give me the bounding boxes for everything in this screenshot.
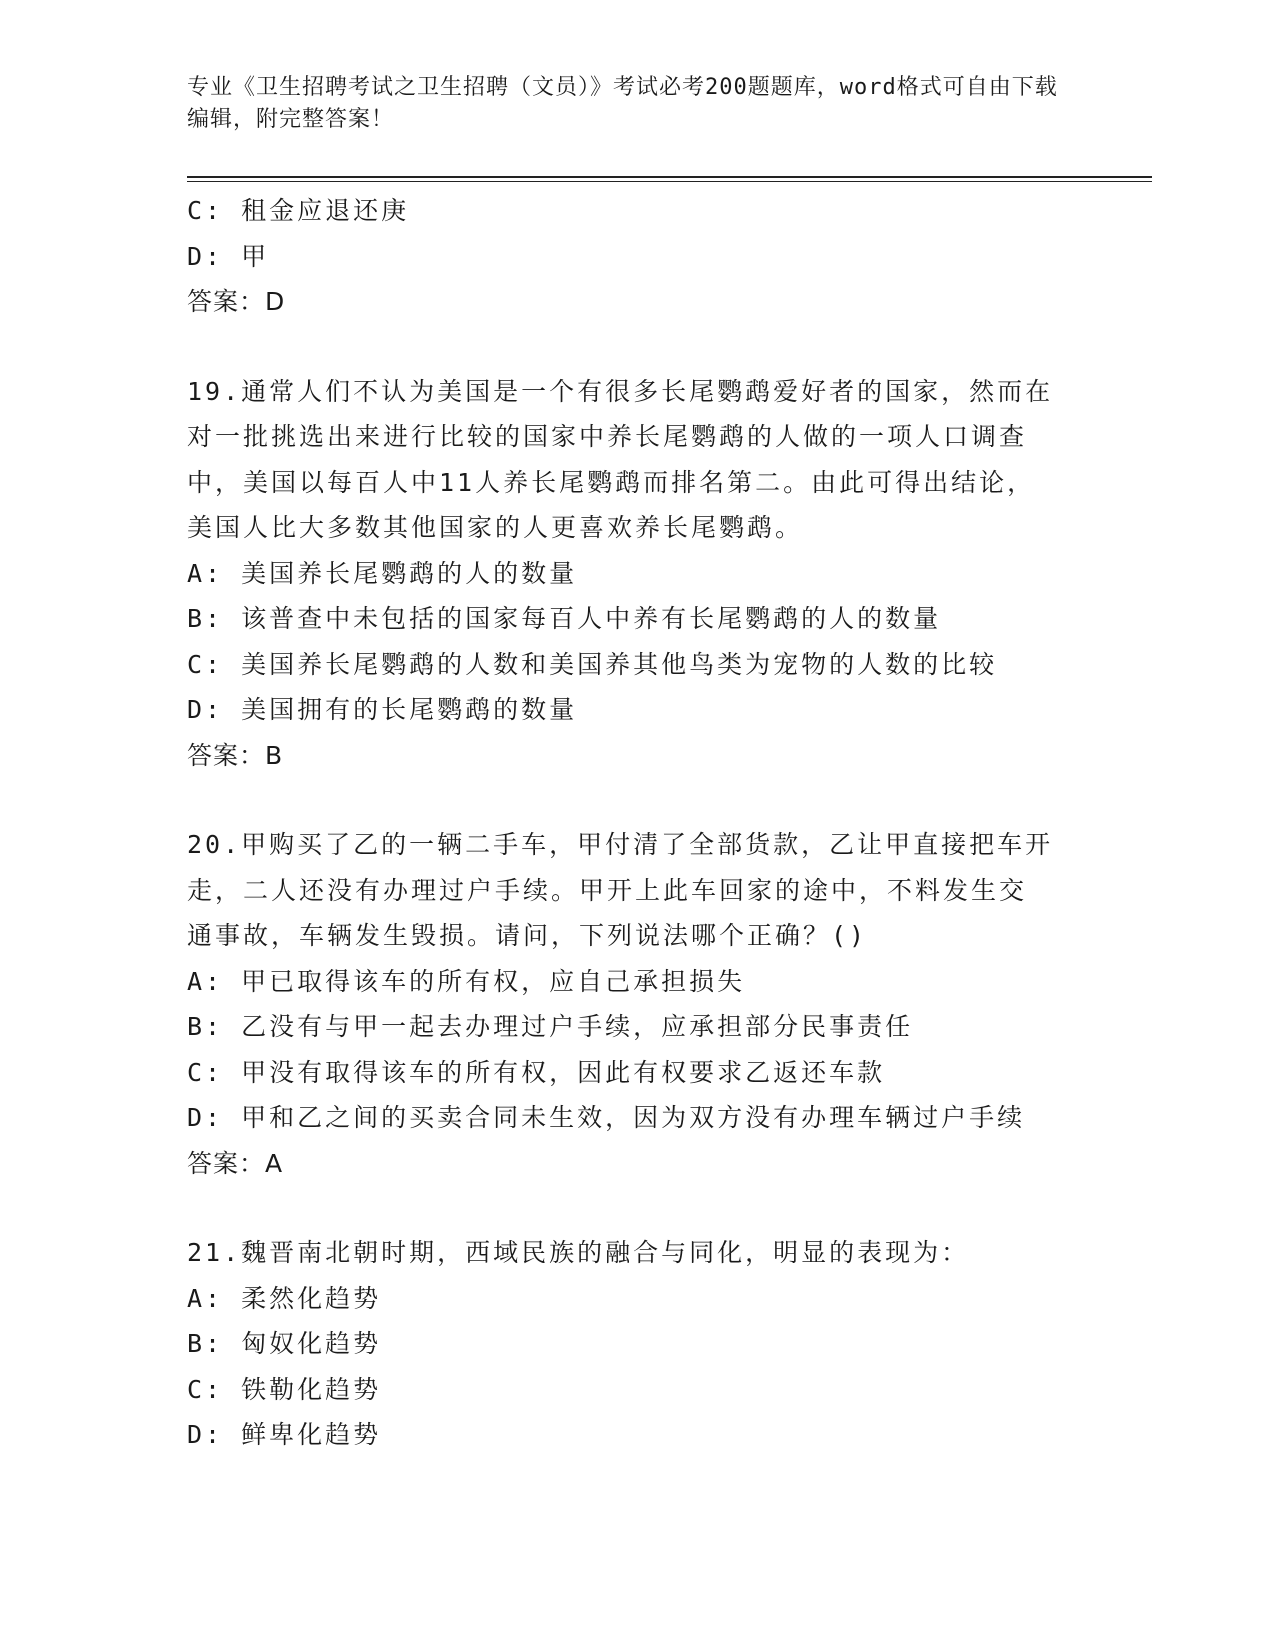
question-19 — [187, 369, 1087, 779]
option-c: C: 租金应退还庚 — [187, 196, 410, 225]
question-text-line: 对一批挑选出来进行比较的国家中养长尾鹦鹉的人做的一项人口调查 — [187, 422, 1028, 451]
option-a: A: 甲已取得该车的所有权，应自己承担损失 — [187, 966, 746, 996]
question-text-line: 中，美国以每百人中11人养长尾鹦鹉而排名第二。由此可得出结论， — [187, 467, 1036, 497]
question-20 — [187, 822, 1087, 1186]
option-a: A: 美国养长尾鹦鹉的人的数量 — [187, 558, 578, 588]
option-d: D: 美国拥有的长尾鹦鹉的数量 — [187, 695, 578, 724]
option-d: D: 甲 — [187, 241, 270, 271]
question-text-line: 通事故，车辆发生毁损。请问，下列说法哪个正确？() — [187, 921, 868, 950]
question-text-line: 美国人比大多数其他国家的人更喜欢养长尾鹦鹉。 — [187, 513, 804, 542]
option-a: A: 柔然化趋势 — [187, 1283, 382, 1313]
option-c: C: 铁勒化趋势 — [187, 1374, 382, 1404]
option-d: D: 鲜卑化趋势 — [187, 1420, 382, 1449]
question-text-line: 21.魏晋南北朝时期，西域民族的融合与同化，明显的表现为： — [187, 1238, 970, 1267]
option-d: D: 甲和乙之间的买卖合同未生效，因为双方没有办理车辆过户手续 — [187, 1103, 1026, 1132]
question-21 — [187, 1230, 1087, 1458]
answer-line: 答案：B — [187, 740, 284, 770]
prev-question-tail — [187, 188, 1087, 325]
option-b: B: 该普查中未包括的国家每百人中养有长尾鹦鹉的人的数量 — [187, 604, 942, 633]
question-text-line: 20.甲购买了乙的一辆二手车，甲付清了全部货款，乙让甲直接把车开 — [187, 830, 1054, 859]
answer-line: 答案：A — [187, 1148, 284, 1178]
answer-line: 答案：D — [187, 287, 286, 316]
option-c: C: 甲没有取得该车的所有权，因此有权要求乙返还车款 — [187, 1057, 886, 1087]
option-b: B: 乙没有与甲一起去办理过户手续，应承担部分民事责任 — [187, 1012, 914, 1041]
question-text-line: 走，二人还没有办理过户手续。甲开上此车回家的途中，不料发生交 — [187, 875, 1028, 905]
question-text-line: 19.通常人们不认为美国是一个有很多长尾鹦鹉爱好者的国家，然而在 — [187, 376, 1054, 406]
option-c: C: 美国养长尾鹦鹉的人数和美国养其他鸟类为宠物的人数的比较 — [187, 649, 998, 679]
option-b: B: 匈奴化趋势 — [187, 1329, 382, 1358]
header-rule-thin — [187, 181, 1152, 182]
document-header: 专业《卫生招聘考试之卫生招聘（文员）》考试必考200题题库，word格式可自由下载编辑，附完整答案！ — [187, 75, 1058, 132]
document-body — [187, 188, 1087, 1458]
header-rule-thick — [187, 176, 1152, 178]
